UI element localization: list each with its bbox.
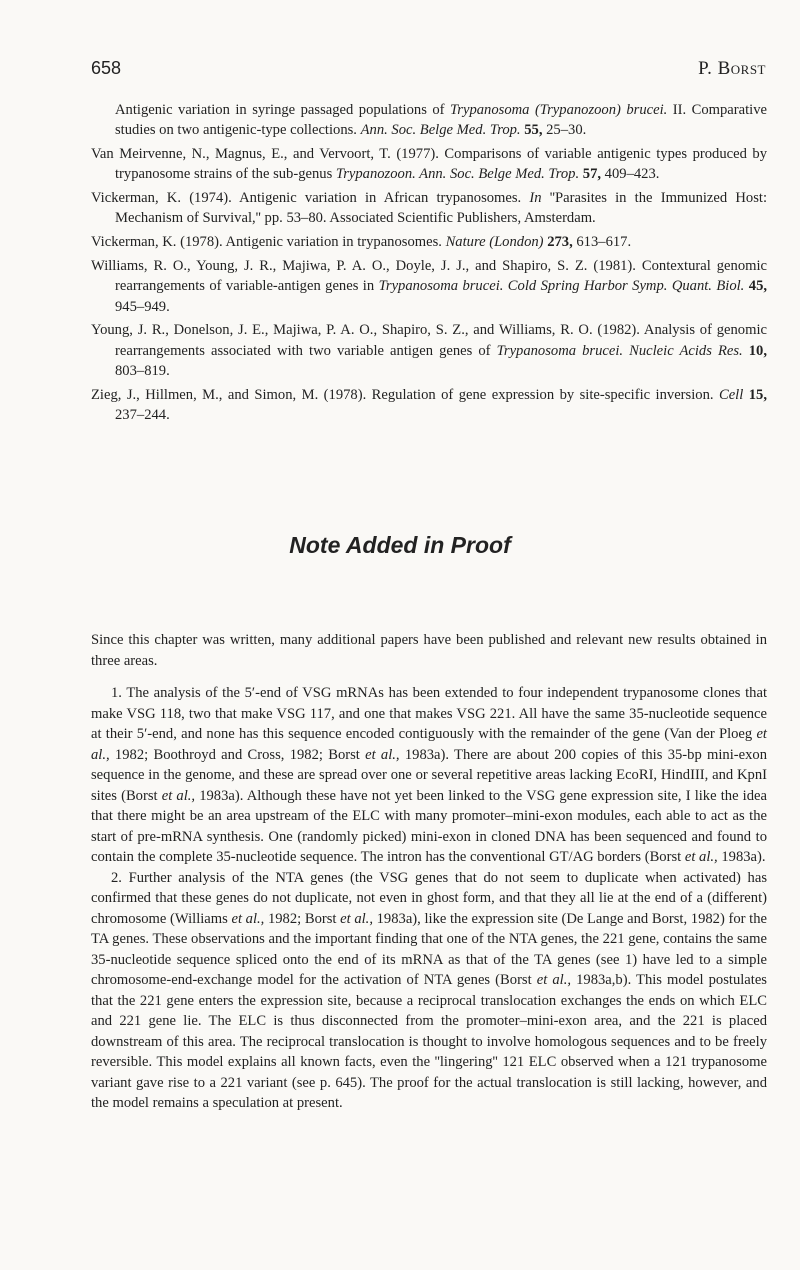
- bold-text: 55,: [524, 122, 543, 139]
- note-body: [91, 630, 767, 1114]
- text-run: 1982; Boothroyd and Cross, 1982; Borst: [109, 746, 366, 763]
- reference-item: [91, 320, 767, 381]
- running-author: P. Borst: [698, 58, 766, 79]
- text-run: Zieg, J., Hillmen, M., and Simon, M. (1978). Regulation of gene expression by site-specific inversion.: [91, 386, 719, 403]
- italic-text: et al.,: [91, 726, 767, 763]
- text-run: 1983a).: [717, 849, 766, 865]
- reference-list: [91, 100, 767, 429]
- bold-text: 10,: [748, 342, 767, 359]
- text-run: 1983a,b). This model postulates that the 221 gene enters the expression site, because a reciprocal translocation exchanges the ends on which ELC and 221 gene lie. The ELC is thus disconnected from the promoter–mini-exon area, and the 221 is placed downstream of this area. The reciprocal translocation is thought to involve homologous sequences and to be freely reversible. This model explains all known facts, even the ''lingering'' 121 ELC observed when a 121 trypanosome variant gave rise to a 221 variant (see p. 645). The proof for the actual translocation is still lacking, however, and the model remains a speculation at present.: [91, 972, 767, 1111]
- page-number: 658: [91, 58, 122, 78]
- text-run: 409–423.: [601, 166, 660, 183]
- text-run: 1983a). There are about 200 copies of this 35-bp mini-exon sequence in the genome, and these are spread over one or several repetitive areas lacking EcoRI, HindIII, and KpnI sites (Borst: [91, 746, 768, 804]
- text-run: Williams, R. O., Young, J. R., Majiwa, P. A. O., Doyle, J. J., and Shapiro, S. Z. (1981). Contextural genomic rearrangements of variable-antigen genes in: [91, 258, 767, 295]
- text-run: 945–949.: [115, 298, 170, 315]
- running-head: [91, 58, 766, 82]
- italic-text: Cell: [718, 386, 744, 403]
- text-run: II. Comparative studies on two antigenic-type collections.: [115, 102, 767, 139]
- italic-text: et al.,: [536, 972, 572, 988]
- italic-text: et al.,: [161, 787, 196, 804]
- note-numbered-paragraph: [91, 683, 767, 868]
- bold-text: 15,: [748, 386, 767, 403]
- italic-text: Nature (London): [445, 234, 544, 251]
- text-run: 1983a). Although these have not yet been linked to the VSG gene expression site, I like the idea that there might be an area upstream of the ELC with many promoter–mini-exon modules, each able to act as the start of pre-mRNA synthesis. One (randomly picked) mini-exon in cloned DNA has been sequenced and found to contain the complete 35-nucleotide sequence. The intron has the conventional GT/AG borders (Borst: [91, 787, 767, 865]
- text-run: Van Meirvenne, N., Magnus, E., and Vervoort, T. (1977). Comparisons of variable antigenic types produced by trypanosome strains of the sub-genus: [91, 146, 767, 183]
- reference-item: [91, 232, 767, 252]
- italic-text: Ann. Soc. Belge Med. Trop.: [360, 122, 521, 139]
- reference-item: [91, 385, 767, 426]
- text-run: Young, J. R., Donelson, J. E., Majiwa, P. A. O., Shapiro, S. Z., and Williams, R. O. (1982). Analysis of genomic rearrangements associated with two variable antigen genes of: [91, 322, 767, 359]
- reference-item: [91, 144, 767, 185]
- italic-text: et al.,: [684, 849, 718, 865]
- note-intro-paragraph: [91, 630, 767, 671]
- text-run: Antigenic variation in syringe passaged populations of: [115, 102, 450, 118]
- text-run: 1982; Borst: [264, 910, 341, 927]
- italic-text: et al.,: [231, 910, 265, 927]
- italic-text: et al.,: [340, 910, 373, 927]
- bold-text: 45,: [748, 278, 768, 295]
- note-heading: Note Added in Proof: [289, 532, 511, 558]
- reference-item: [91, 188, 767, 229]
- text-run: 25–30.: [542, 122, 587, 139]
- reference-item: [91, 256, 767, 317]
- italic-text: et al.,: [365, 746, 400, 763]
- italic-text: Trypanosoma (Trypanozoon) brucei.: [450, 102, 668, 118]
- text-run: 1. The analysis of the 5′-end of VSG mRNAs has been extended to four independent trypanosome clones that make VSG 118, two that make VSG 117, and one that makes VSG 221. All have the same 35-nucleotide sequence at their 5′-end, and none has this sequence encoded contiguously with the remainder of the gene (Van der Ploeg: [91, 685, 767, 742]
- note-numbered-paragraph: [91, 868, 767, 1114]
- italic-text: Trypanozoon. Ann. Soc. Belge Med. Trop.: [335, 166, 580, 183]
- italic-text: Trypanosoma brucei. Cold Spring Harbor Symp. Quant. Biol.: [378, 278, 745, 295]
- bold-text: 273,: [547, 234, 573, 251]
- text-run: Vickerman, K. (1978). Antigenic variation in trypanosomes.: [91, 234, 446, 251]
- text-run: 2. Further analysis of the NTA genes (the VSG genes that do not seem to duplicate when activated) has confirmed that these genes do not duplicate, not even in ghost form, and that they all lie at the end of a (different) chromosome (Williams: [91, 869, 767, 927]
- reference-item: [91, 100, 767, 141]
- text-run: Vickerman, K. (1974). Antigenic variation in African trypanosomes.: [91, 190, 530, 207]
- text-run: Since this chapter was written, many additional papers have been published and relevant new results obtained in three areas.: [91, 632, 767, 669]
- text-run: 1983a), like the expression site (De Lange and Borst, 1982) for the TA genes. These observations and the important finding that one of the NTA genes, the 221 gene, contains the same 35-nucleotide sequence spliced onto the end of its mRNA as that of the TA genes (see 1) have led to a simple chromosome-end-exchange model for the activation of NTA genes (Borst: [91, 910, 767, 988]
- italic-text: In: [529, 190, 542, 207]
- text-run: 237–244.: [115, 407, 170, 424]
- bold-text: 57,: [582, 166, 602, 183]
- italic-text: Trypanosoma brucei. Nucleic Acids Res.: [496, 342, 743, 359]
- text-run: ''Parasites in the Immunized Host: Mechanism of Survival,'' pp. 53–80. Associated Scientific Publishers, Amsterdam.: [115, 190, 767, 227]
- text-run: 613–617.: [572, 234, 632, 251]
- text-run: 803–819.: [115, 363, 170, 380]
